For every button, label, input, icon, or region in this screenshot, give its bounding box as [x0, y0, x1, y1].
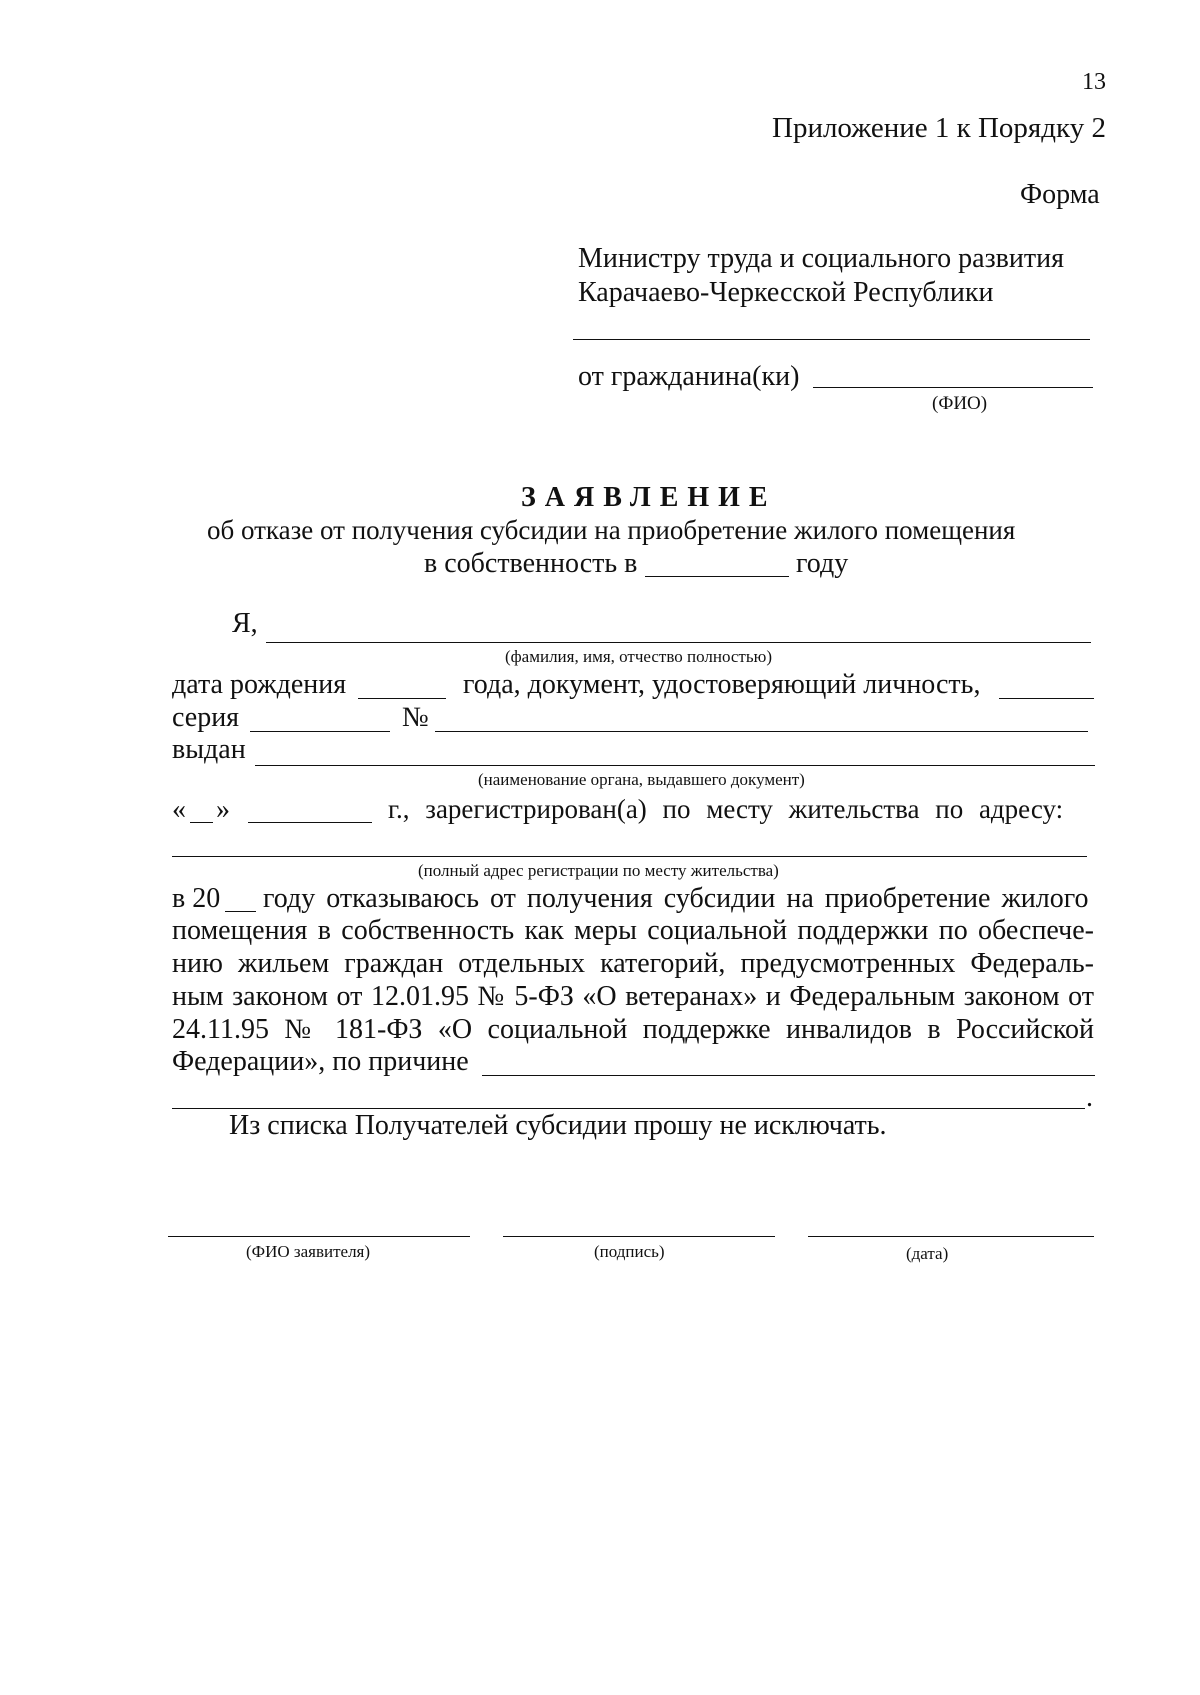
addressee-blank-line[interactable] [573, 339, 1090, 340]
number-line[interactable] [435, 731, 1088, 732]
body-line-2: помещения в собственность как меры социальной поддержки по обеспече- [172, 915, 1094, 946]
series-label: серия [172, 702, 240, 733]
issued-by-line[interactable] [255, 765, 1095, 766]
issue-month-line[interactable] [248, 822, 372, 823]
birth-date-line[interactable] [358, 698, 446, 699]
series-line[interactable] [250, 731, 390, 732]
signature-line[interactable] [503, 1236, 775, 1237]
identity-document-line[interactable] [999, 698, 1094, 699]
appendix-label: Приложение 1 к Порядку 2 [772, 112, 1106, 144]
issue-day-line[interactable] [190, 822, 213, 823]
reason-line-2[interactable] [172, 1108, 1085, 1109]
i-label: Я, [232, 608, 258, 639]
body-line-1-rest: году отказываюсь от получения субсидии на приобретение жилого [263, 883, 1089, 914]
request-line: Из списка Получателей субсидии прошу не исключать. [229, 1110, 887, 1141]
citizen-name-line[interactable] [813, 387, 1093, 388]
address-hint: (полный адрес регистрации по месту жительства) [418, 861, 779, 880]
addressee-line-1: Министру труда и социального развития [578, 243, 1064, 274]
form-label: Форма [1020, 179, 1100, 210]
reason-line-1[interactable] [482, 1075, 1095, 1076]
body-line-3: нию жильем граждан отдельных категорий, предусмотренных Федераль- [172, 948, 1094, 979]
title-subline-2-start: в собственность в [424, 548, 638, 579]
date-quote-close: » [216, 794, 230, 825]
issuer-hint: (наименование органа, выдавшего документ) [478, 770, 805, 789]
address-line[interactable] [172, 856, 1087, 857]
body-line-6: Федерации», по причине [172, 1046, 469, 1077]
body-line-4: ным законом от 12.01.95 № 5-ФЗ «О ветеранах» и Федеральным законом от [172, 981, 1094, 1012]
body-line-1-start: в 20 [172, 883, 221, 914]
title-subline-1: об отказе от получения субсидии на приобретение жилого помещения [207, 515, 1016, 545]
date-quote-open: « [172, 794, 186, 825]
from-citizen-label: от гражданина(ки) [578, 361, 800, 392]
fio-hint: (ФИО) [932, 393, 988, 414]
number-label: № [402, 702, 429, 733]
year-line[interactable] [645, 576, 789, 577]
birth-date-label: дата рождения [172, 669, 347, 700]
date-hint: (дата) [906, 1244, 949, 1263]
date-line[interactable] [808, 1236, 1094, 1237]
registered-label: г., зарегистрирован(а) по месту жительства по адресу: [388, 794, 1064, 824]
title-subline-2-end: году [796, 548, 849, 579]
reason-end-dot: . [1086, 1082, 1093, 1113]
fullname-line[interactable] [266, 642, 1091, 643]
addressee-line-2: Карачаево-Черкесской Республики [578, 277, 994, 308]
signature-hint: (подпись) [594, 1242, 665, 1261]
refusal-year-line[interactable] [225, 911, 256, 912]
page-number: 13 [1082, 69, 1106, 95]
identity-document-label: года, документ, удостоверяющий личность, [463, 669, 981, 700]
fullname-hint: (фамилия, имя, отчество полностью) [505, 647, 772, 666]
issued-label: выдан [172, 734, 246, 765]
applicant-fio-hint: (ФИО заявителя) [246, 1242, 371, 1261]
document-title: ЗАЯВЛЕНИЕ [521, 482, 777, 513]
applicant-fio-line[interactable] [168, 1236, 470, 1237]
body-line-5: 24.11.95 № 181-ФЗ «О социальной поддержке инвалидов в Российской [172, 1014, 1094, 1045]
